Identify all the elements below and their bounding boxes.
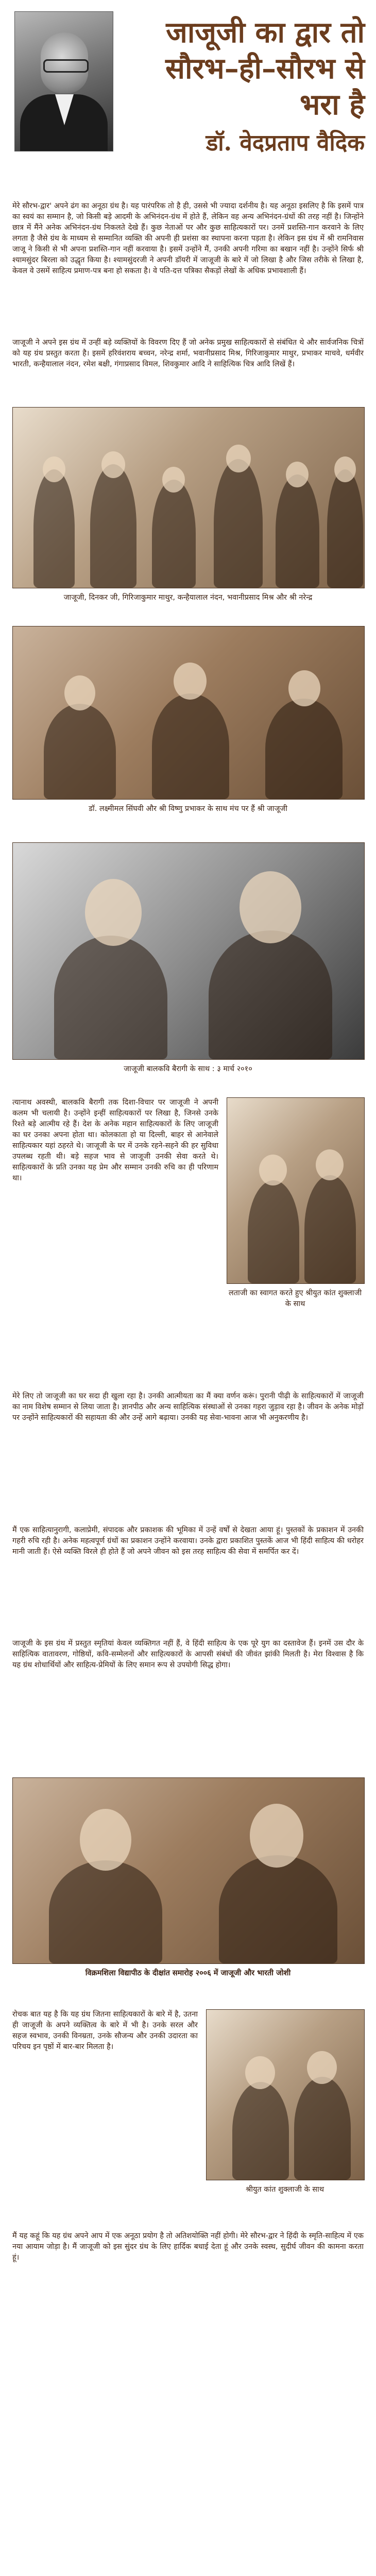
paragraph-8: मैं यह कहूं कि यह ग्रंथ अपने आप में एक अनूठा प्रयोग है तो अतिशयोक्ति नहीं होगी। मेरे सौरभ-द्वार ने हिंदी के स्मृति-साहित्य में एक नया आयाम जोड़ा है। मैं जाजूजी को इस सुंदर ग्रंथ के लिए हार्दिक बधाई देता हूं और उनके स्वस्थ, सुदीर्घ जीवन की कामना करता हूं। [12, 2232, 364, 2262]
article-header [0, 0, 376, 193]
photo-caption-6: श्रीयुत कांत शुक्लाजी के साथ [245, 2185, 324, 2194]
paragraph-1: मेरे सौरभ-द्वार' अपने ढंग का अनूठा ग्रंथ है। यह पारंपरिक तो है ही, उससे भी ज्यादा दर्शनीय है। यह अनूठा इसलिए है कि इसमें पात्र का स्वयं का सम्मान है, जो किसी बड़े आदमी के अभिनंदन-ग्रंथ में होते हैं, लेकिन वह अन्य अभिनंदन-ग्रंथों की तरह नहीं है। जिन्होंने छात्र में मैंने अनेक अभिनंदन-ग्रंथ निकलते देखे हैं। कुछ नेताओं पर और कुछ साहित्यकारों पर। उनमें प्रशस्ति-गान करवाने के लिए लगता है जैसे ग्रंथ के माध्यम से सम्मानित व्यक्ति की अपनी ही प्रशंसा का स्थापना करना पड़ता है। लेकिन इस ग्रंथ में श्री रामनिवास जाजू ने किसी से भी अपना प्रशस्ति-गान नहीं करवाया है। इसमें उन्होंने मैं, उनकी अपनी गरिमा का बखान नहीं है। उन्होंने सिर्फ श्री श्यामसुंदर बिरला को उद्धृत किया है। श्यामसुंदरजी ने अपनी डॉयरी में जाजूजी के बारे में जो लिखा है और जिस तरीके से लिखा है, केवल वे उसमें साहित्य प्रमाण-पत्र बना हो सकता है। वे पति-दत्त पत्रिका सैकड़ों लेखों के अधिक प्रभावशाली हैं। [12, 202, 364, 275]
paragraph-7: रोचक बात यह है कि यह ग्रंथ जितना साहित्यकारों के बारे में है, उतना ही जाजूजी के अपने व्यक्तित्व के बारे में भी है। उनके सरल और सहज स्वभाव, उनकी विनम्रता, उनके सौजन्य और उनकी उदारता का परिचय इन पृष्ठों में बार-बार मिलता है। [12, 2010, 198, 2051]
article-title: जाजूजी का द्वार तो सौरभ–ही–सौरभ से भरा है [165, 15, 365, 122]
photo-caption-5: विक्रमशिला विद्यापीठ के दीक्षांत समारोह २००६ में जाजूजी और भारती जोशी [85, 1969, 291, 1977]
photo-caption-4: लताजी का स्वागत करते हुए श्रीयुत कांत शुक्लाजी के साथ [228, 1289, 362, 1308]
photo-bairagi [12, 842, 365, 1060]
photo-with-shukla [206, 2009, 365, 2180]
paragraph-6: जाजूजी के इस ग्रंथ में प्रस्तुत स्मृतियां केवल व्यक्तिगत नहीं हैं, वे हिंदी साहित्य के एक पूरे युग का दस्तावेज हैं। इनमें उस दौर के साहित्यिक वातावरण, गोष्ठियों, कवि-सम्मेलनों और साहित्यकारों के आपसी संबंधों की जीवंत झांकी मिलती है। मेरा विश्वास है कि यह ग्रंथ शोधार्थियों और साहित्य-प्रेमियों के लिए समान रूप से उपयोगी सिद्ध होगा। [12, 1639, 364, 1669]
photo-caption-1: जाजूजी, दिनकर जी, गिरिजाकुमार माथुर, कन्हैयालाल नंदन, भवानीप्रसाद मिश्र और श्री नरेन्द्र [63, 594, 313, 602]
author-portrait [14, 11, 113, 151]
paragraph-3: त्यानाथ अवस्थी, बालकवि बैरागी तक दिशा-विचार पर जाजूजी ने अपनी कलम भी चलायी है। उन्होंने इन्हीं साहित्यकारों पर लिखा है, जिनसे उनके रिश्ते बड़े आत्मीय रहे हैं। देश के अनेक महान साहित्यकारों के लिए जाजूजी का घर उनका अपना होता था। कोलकाता हो या दिल्ली, बाहर से आनेवाले साहित्यकार यहां ठहरते थे। जाजूजी के घर में उनके रहने-सहने की हर सुविधा उपलब्ध रहती थी। बड़े सहज भाव से जाजूजी उनकी सेवा करते थे। साहित्यकारों के प्रति उनका यह प्रेम और सम्मान उनकी रुचि का ही परिणाम था। [12, 1098, 218, 1182]
paragraph-4: मेरे लिए तो जाजूजी का घर सदा ही खुला रहा है। उनकी आत्मीयता का मैं क्या वर्णन करूं। पुरानी पीढ़ी के साहित्यकारों में जाजूजी का नाम विशेष सम्मान से लिया जाता है। ज्ञानपीठ और अन्य साहित्यिक संस्थाओं से उनका गहरा जुड़ाव रहा है। जीवन के अनेक मोड़ों पर उन्होंने साहित्यकारों की सहायता की और उन्हें आगे बढ़ाया। उनकी यह सेवा-भावना आज भी अनुकरणीय है। [12, 1392, 364, 1422]
photo-caption-3: जाजूजी बालकवि बैरागी के साथ : ३ मार्च २०१० [124, 1065, 252, 1073]
photo-caption-2: डॉ. लक्ष्मीमल सिंघवी और श्री विष्णु प्रभाकर के साथ मंच पर हैं श्री जाजूजी [89, 805, 287, 813]
photo-stage-guests [12, 626, 365, 800]
article-byline: डॉ. वेदप्रताप वैदिक [206, 130, 365, 156]
photo-group-jajuji [12, 407, 365, 588]
paragraph-2: जाजूजी ने अपने इस ग्रंथ में उन्हीं बड़े व्यक्तियों के विवरण दिए हैं जो अनेक प्रमुख साहित्यकारों से संबंधित थे और सार्वजनिक चित्रों को यह ग्रंथ प्रस्तुत करता है। इसमें हरिवंशराय बच्चन, नरेन्द्र शर्मा, भवानीप्रसाद मिश्र, गिरिजाकुमार माथुर, प्रभाकर माचवे, धर्मवीर भारती, कन्हैयालाल नंदन, रमेश बक्षी, गंगाप्रसाद विमल, शिवकुमार आदि ने साहित्यिक चित्र आदि लिखें हैं। [12, 338, 364, 368]
photo-convocation [12, 1777, 365, 1964]
paragraph-5: मैं एक साहित्यानुरागी, कलाप्रेमी, संपादक और प्रकाशक की भूमिका में उन्हें वर्षों से देखता आया हूं। पुस्तकों के प्रकाशन में उनकी गहरी रुचि रही है। अनेक महत्वपूर्ण ग्रंथों का प्रकाशन उन्होंने करवाया। उनके द्वारा प्रकाशित पुस्तकें आज भी हिंदी साहित्य की धरोहर मानी जाती हैं। ऐसे व्यक्ति विरले ही होते हैं जो अपने जीवन को इस तरह साहित्य की सेवा में समर्पित कर दें। [12, 1526, 364, 1556]
photo-lataji [227, 1097, 365, 1284]
